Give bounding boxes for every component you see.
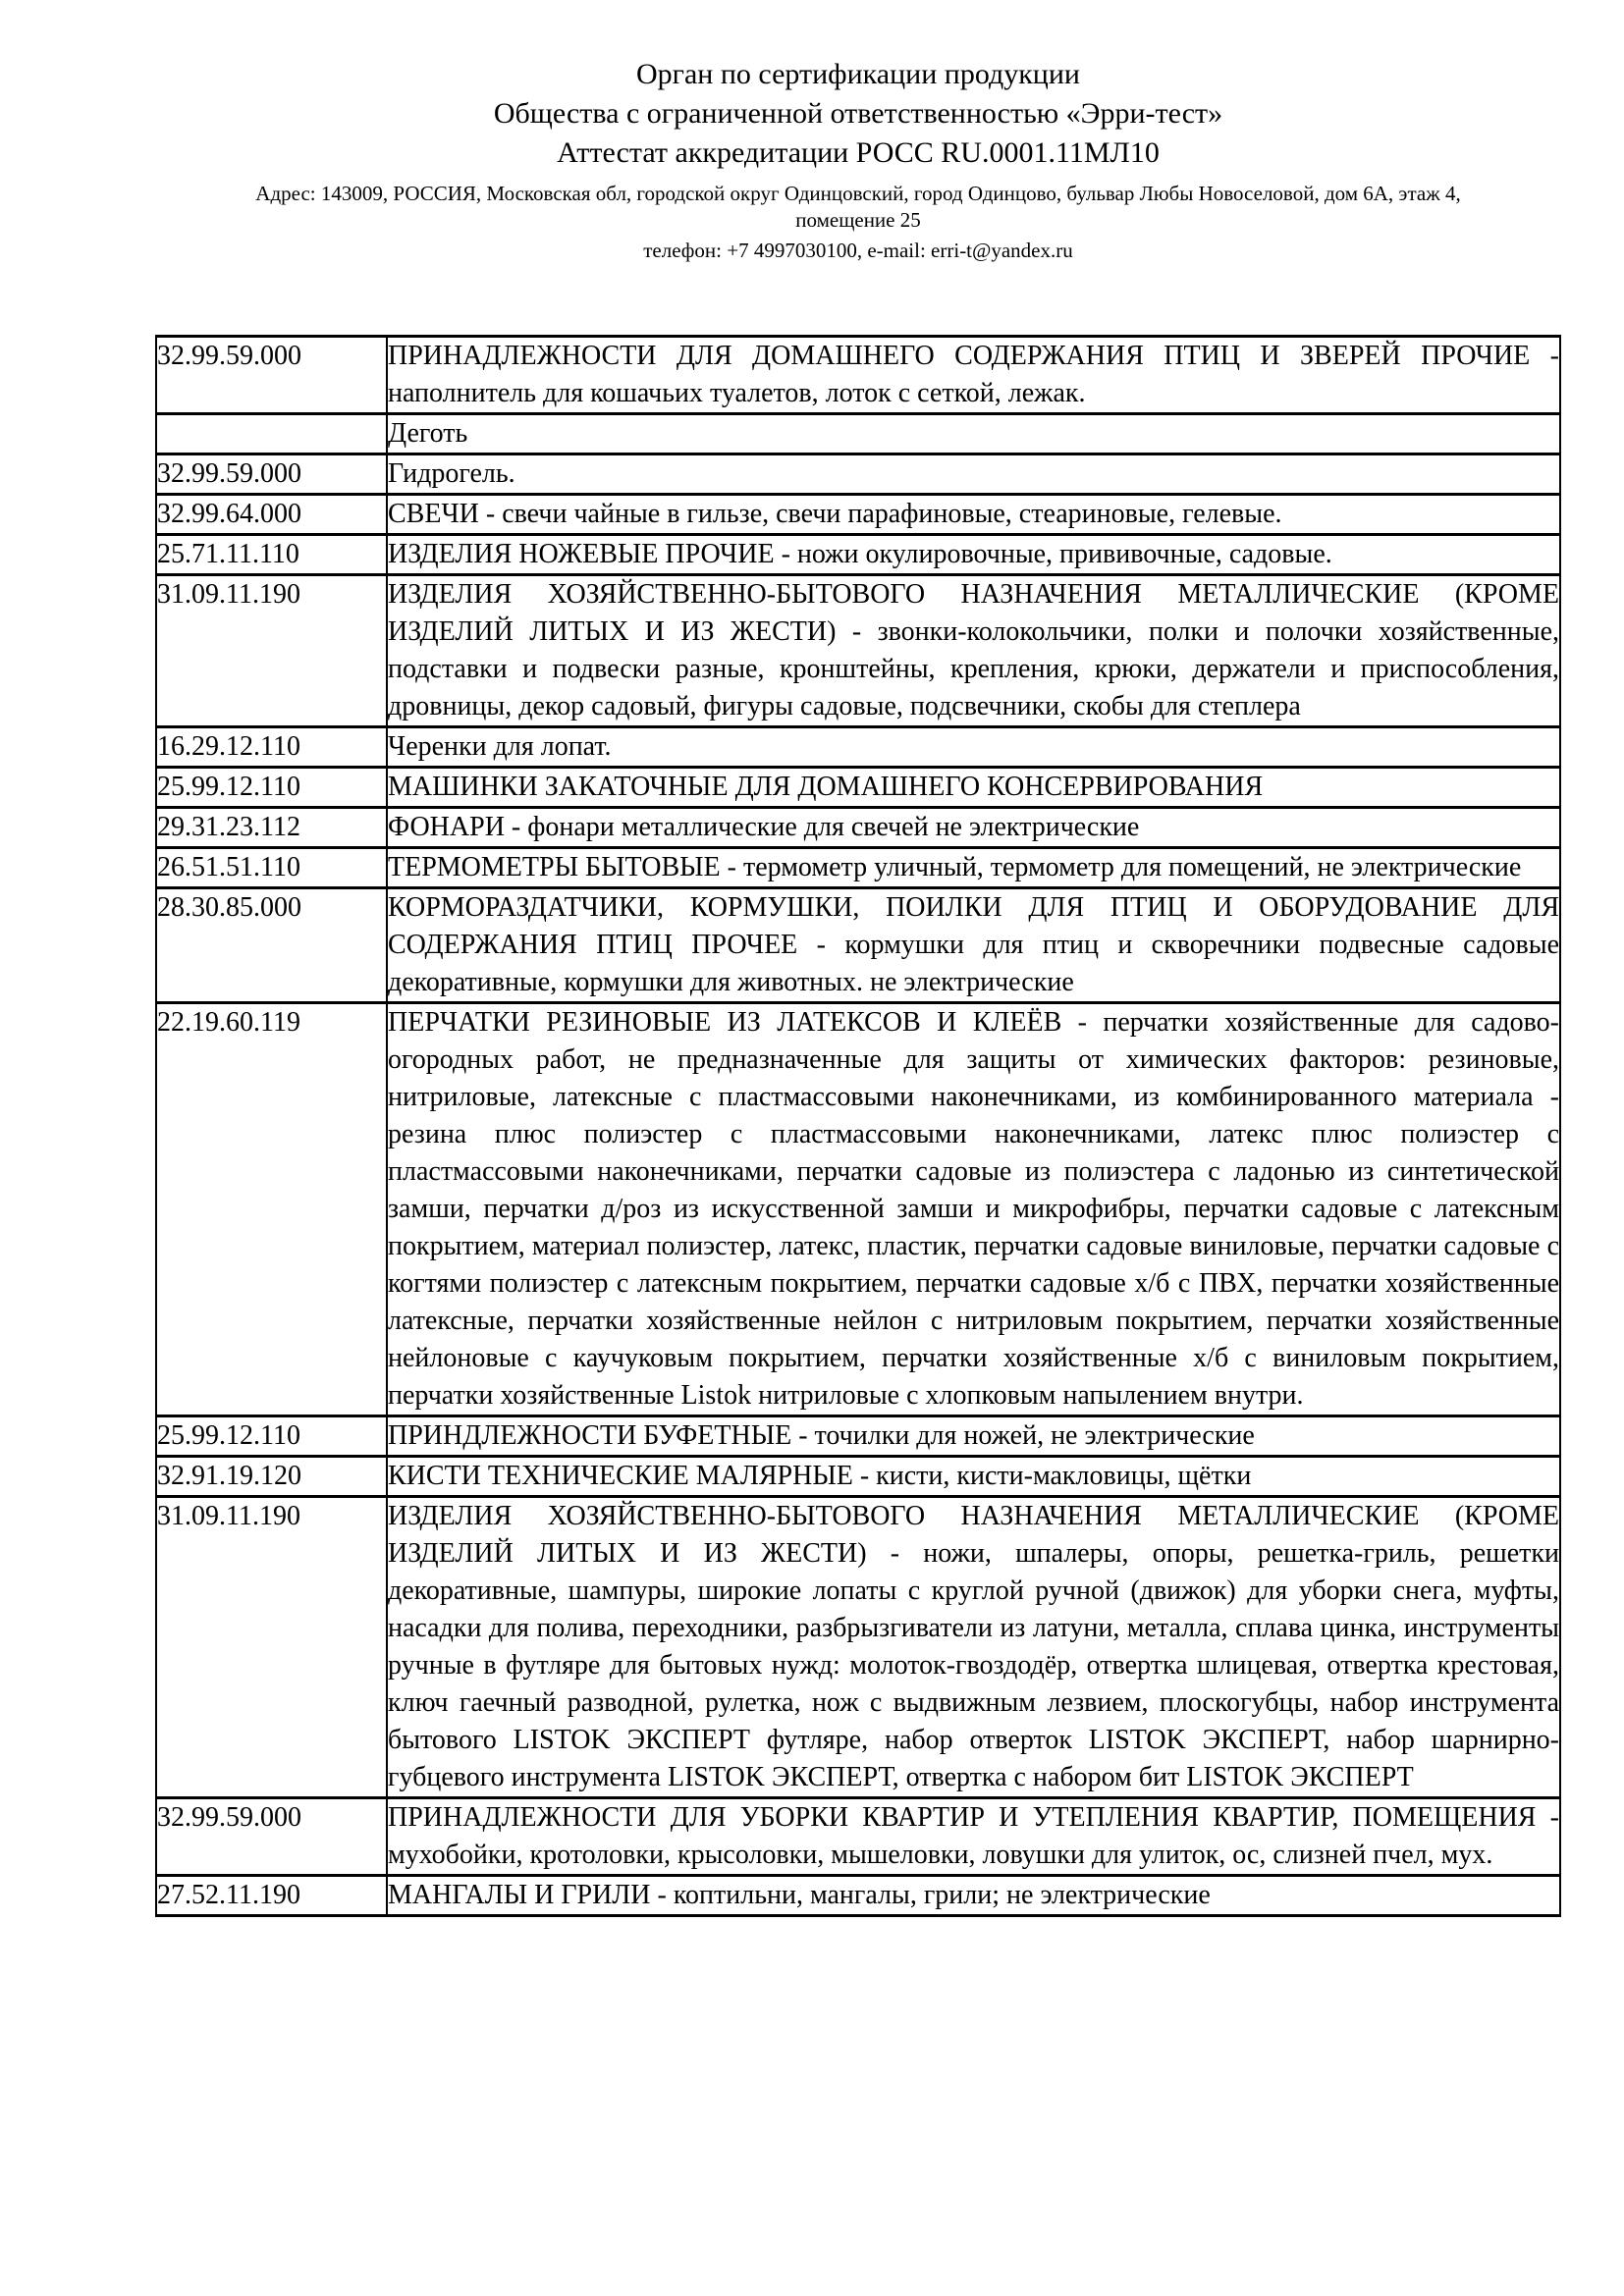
table-row — [156, 1003, 1560, 1416]
table-row — [156, 768, 1560, 808]
product-codes-table — [155, 335, 1561, 1917]
description-cell: ИЗДЕЛИЯ ХОЗЯЙСТВЕННО-БЫТОВОГО НАЗНАЧЕНИЯ МЕТАЛЛИЧЕСКИЕ (КРОМЕ ИЗДЕЛИЙ ЛИТЫХ И ИЗ ЖЕСТИ) - ножи, шпалеры, опоры, решетка-гриль, решетки декоративные, шампуры, широкие лопаты с круглой ручной (движок) для уборки снега, муфты, насадки для полива, переходники, разбрызгиватели из латуни, металла, сплава цинка, инструменты ручные в футляре для бытовых нужд: молоток-гвоздодёр, отвертка шлицевая, отвертка крестовая, ключ гаечный разводной, рулетка, нож с выдвижным лезвием, плоскогубцы, набор инструмента бытового LISTOK ЭКСПЕРТ футляре, набор отверток LISTOK ЭКСПЕРТ, набор шарнирно-губцевого инструмента LISTOK ЭКСПЕРТ, отвертка с набором бит LISTOK ЭКСПЕРТ — [387, 1497, 1560, 1798]
code-cell: 32.99.64.000 — [156, 495, 387, 535]
description-cell: ФОНАРИ - фонари металлические для свечей не электрические — [387, 808, 1560, 848]
code-cell: 29.31.23.112 — [156, 808, 387, 848]
document-header — [155, 0, 1561, 264]
code-cell: 25.99.12.110 — [156, 1416, 387, 1457]
description-cell: ПРИНДЛЕЖНОСТИ БУФЕТНЫЕ - точилки для ножей, не электрические — [387, 1416, 1560, 1457]
description-cell: ИЗДЕЛИЯ ХОЗЯЙСТВЕННО-БЫТОВОГО НАЗНАЧЕНИЯ МЕТАЛЛИЧЕСКИЕ (КРОМЕ ИЗДЕЛИЙ ЛИТЫХ И ИЗ ЖЕСТИ) - звонки-колокольчики, полки и полочки хозяйственные, подставки и подвески разные, кронштейны, крепления, крюки, держатели и приспособления, дровницы, декор садовый, фигуры садовые, подсвечники, скобы для степлера — [387, 575, 1560, 727]
description-cell: Черенки для лопат. — [387, 727, 1560, 768]
description-cell: СВЕЧИ - свечи чайные в гильзе, свечи парафиновые, стеариновые, гелевые. — [387, 495, 1560, 535]
table-row — [156, 1798, 1560, 1876]
table-row — [156, 808, 1560, 848]
table-row — [156, 414, 1560, 454]
document-content — [155, 0, 1561, 1917]
table-row — [156, 888, 1560, 1003]
table-row — [156, 495, 1560, 535]
address-line2: помещение 25 — [795, 208, 921, 232]
org-title-line2: Общества с ограниченной ответственностью «Эрри-тест» — [493, 97, 1223, 130]
table-row — [156, 727, 1560, 768]
description-cell: КИСТИ ТЕХНИЧЕСКИЕ МАЛЯРНЫЕ - кисти, кисти-макловицы, щётки — [387, 1457, 1560, 1497]
code-cell: 27.52.11.190 — [156, 1876, 387, 1916]
description-cell: МАНГАЛЫ И ГРИЛИ - коптильни, мангалы, грили; не электрические — [387, 1876, 1560, 1916]
contact-line: телефон: +7 4997030100, e-mail: erri-t@yandex.ru — [643, 239, 1073, 262]
org-title-line1: Орган по сертификации продукции — [636, 58, 1080, 90]
code-cell: 16.29.12.110 — [156, 727, 387, 768]
code-cell: 22.19.60.119 — [156, 1003, 387, 1416]
code-cell: 32.91.19.120 — [156, 1457, 387, 1497]
table-row — [156, 848, 1560, 888]
code-cell: 32.99.59.000 — [156, 454, 387, 495]
description-cell: МАШИНКИ ЗАКАТОЧНЫЕ ДЛЯ ДОМАШНЕГО КОНСЕРВИРОВАНИЯ — [387, 768, 1560, 808]
codes-table-body — [156, 337, 1560, 1916]
code-cell: 31.09.11.190 — [156, 1497, 387, 1798]
table-row — [156, 575, 1560, 727]
table-row — [156, 1497, 1560, 1798]
address-line1: Адрес: 143009, РОССИЯ, Московская обл, городской округ Одинцовский, город Одинцово, бульвар Любы Новоселовой, дом 6А, этаж 4, — [255, 182, 1461, 205]
description-cell: ИЗДЕЛИЯ НОЖЕВЫЕ ПРОЧИЕ - ножи окулировочные, прививочные, садовые. — [387, 535, 1560, 575]
code-cell: 31.09.11.190 — [156, 575, 387, 727]
code-cell: 32.99.59.000 — [156, 337, 387, 414]
table-row — [156, 1457, 1560, 1497]
code-cell: 28.30.85.000 — [156, 888, 387, 1003]
table-row — [156, 337, 1560, 414]
description-cell: ПЕРЧАТКИ РЕЗИНОВЫЕ ИЗ ЛАТЕКСОВ И КЛЕЁВ - перчатки хозяйственные для садово-огородных работ, не предназначенные для защиты от химических факторов: резиновые, нитриловые, латексные с пластмассовыми наконечниками, из комбинированного материала - резина плюс полиэстер с пластмассовыми наконечниками, латекс плюс полиэстер с пластмассовыми наконечниками, перчатки садовые из полиэстера с ладонью из синтетической замши, перчатки д/роз из искусственной замши и микрофибры, перчатки садовые с латексным покрытием, материал полиэстер, латекс, пластик, перчатки садовые виниловые, перчатки садовые с когтями полиэстер с латексным покрытием, перчатки садовые х/б с ПВХ, перчатки хозяйственные латексные, перчатки хозяйственные нейлон с нитриловым покрытием, перчатки хозяйственные нейлоновые с каучуковым покрытием, перчатки хозяйственные х/б с виниловым покрытием, перчатки хозяйственные Listok нитриловые с хлопковым напылением внутри. — [387, 1003, 1560, 1416]
code-cell: 25.99.12.110 — [156, 768, 387, 808]
description-cell: ПРИНАДЛЕЖНОСТИ ДЛЯ ДОМАШНЕГО СОДЕРЖАНИЯ ПТИЦ И ЗВЕРЕЙ ПРОЧИЕ - наполнитель для кошачьих туалетов, лоток с сеткой, лежак. — [387, 337, 1560, 414]
table-row — [156, 454, 1560, 495]
code-cell: 32.99.59.000 — [156, 1798, 387, 1876]
table-row — [156, 535, 1560, 575]
description-cell: ПРИНАДЛЕЖНОСТИ ДЛЯ УБОРКИ КВАРТИР И УТЕПЛЕНИЯ КВАРТИР, ПОМЕЩЕНИЯ - мухобойки, кротоловки, крысоловки, мышеловки, ловушки для улиток, ос, слизней пчел, мух. — [387, 1798, 1560, 1876]
description-cell: ТЕРМОМЕТРЫ БЫТОВЫЕ - термометр уличный, термометр для помещений, не электрические — [387, 848, 1560, 888]
code-cell — [156, 414, 387, 454]
description-cell: КОРМОРАЗДАТЧИКИ, КОРМУШКИ, ПОИЛКИ ДЛЯ ПТИЦ И ОБОРУДОВАНИЕ ДЛЯ СОДЕРЖАНИЯ ПТИЦ ПРОЧЕЕ - кормушки для птиц и скворечники подвесные садовые декоративные, кормушки для животных. не электрические — [387, 888, 1560, 1003]
description-cell: Деготь — [387, 414, 1560, 454]
description-cell: Гидрогель. — [387, 454, 1560, 495]
code-cell: 26.51.51.110 — [156, 848, 387, 888]
table-row — [156, 1876, 1560, 1916]
accreditation-line: Аттестат аккредитации РОСС RU.0001.11МЛ10 — [557, 136, 1160, 169]
table-row — [156, 1416, 1560, 1457]
code-cell: 25.71.11.110 — [156, 535, 387, 575]
